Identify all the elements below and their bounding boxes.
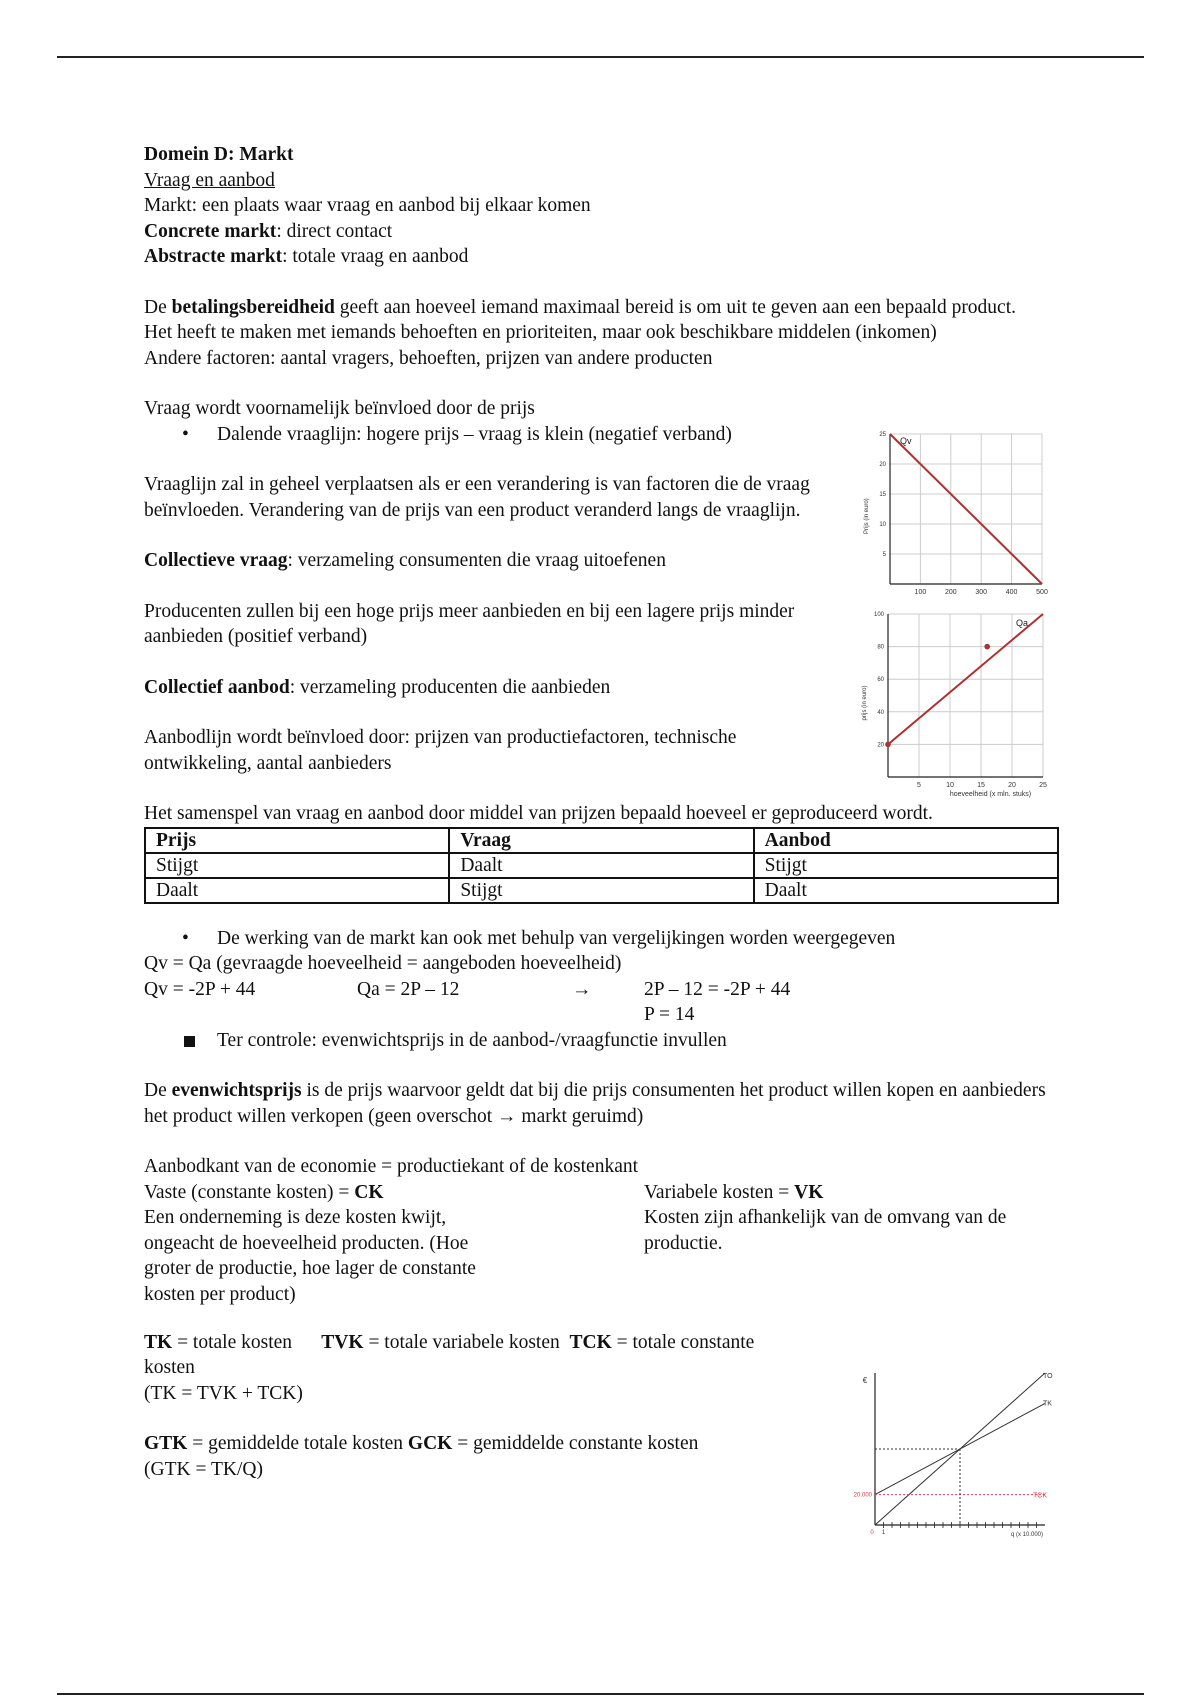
arrow-icon: → — [572, 978, 592, 1000]
table-cell: Stijgt — [145, 853, 449, 878]
tk-definitions: TK = totale kosten TVK = totale variabele kosten TCK = totale constante kosten — [144, 1331, 755, 1378]
table-row — [145, 853, 1058, 878]
y-axis-label: Prijs (in euro) — [864, 498, 870, 534]
table-header: Prijs — [145, 828, 449, 853]
concrete-markt: Concrete markt: direct contact — [144, 220, 393, 242]
collectief-aanbod: Collectief aanbod: verzameling producenten die aanbieden — [144, 676, 611, 698]
line-label: Qa — [1016, 618, 1029, 628]
equation-qv: Qv = -2P + 44 — [144, 978, 256, 1000]
x-tick-label: 400 — [1005, 589, 1018, 596]
table-header: Vraag — [449, 828, 753, 853]
section-title: Vraag en aanbod — [144, 169, 275, 191]
table-cell: Stijgt — [449, 878, 753, 903]
supply-chart — [850, 608, 1055, 798]
series-line — [890, 434, 1042, 584]
equation-row — [144, 977, 1064, 1003]
y-tick-label: 60 — [877, 677, 884, 684]
producenten-text: Producenten zullen bij een hoge prijs meer aanbieden en bij een lagere prijs minder aanbieden (positief verband) — [144, 600, 795, 647]
y-axis-label: prijs (in euro) — [862, 685, 868, 721]
y-tick-label: 25 — [879, 432, 886, 438]
y-tick-label: 40 — [877, 709, 884, 716]
gtk-definitions: GTK = gemiddelde totale kosten GCK = gemiddelde constante kosten — [144, 1433, 699, 1454]
y-tick-label: 10 — [879, 522, 886, 528]
demand-chart — [850, 428, 1055, 603]
y-tick-label: 80 — [877, 644, 884, 651]
y-tick-label: 20 — [877, 742, 884, 749]
data-point — [984, 644, 990, 650]
line-label: TK — [1043, 1400, 1052, 1408]
kosten-columns — [144, 1180, 1064, 1320]
x-tick-label: 300 — [975, 589, 988, 596]
x-tick-label: 100 — [914, 589, 927, 596]
equation-qa: Qa = 2P – 12 — [357, 978, 460, 1000]
x-tick-label: 15 — [977, 782, 985, 789]
x-tick-label: 5 — [917, 782, 921, 789]
y-axis-label: € — [862, 1376, 868, 1385]
betalingsbereidheid: De betalingsbereidheid geeft aan hoeveel iemand maximaal bereid is om uit te geven aan een bepaald product. — [144, 296, 1017, 318]
bottom-rule — [57, 1693, 1144, 1695]
collectieve-vraag: Collectieve vraag: verzameling consumenten die vraag uitoefenen — [144, 550, 666, 571]
markt-definition: Markt: een plaats waar vraag en aanbod bij elkaar komen — [144, 195, 591, 216]
behoeften-text: Het heeft te maken met iemands behoeften en prioriteiten, maar ook beschikbare middelen (inkomen) — [144, 322, 937, 343]
x-tick-label: 10 — [946, 782, 954, 789]
document-body — [144, 142, 1064, 1482]
verplaatsen-text: Vraaglijn zal in geheel verplaatsen als er een verandering is van factoren die de vraag beïnvloeden. Verandering van de prijs van een product veranderd langs de vraaglijn. — [144, 474, 810, 521]
equation-solve: 2P – 12 = -2P + 44 — [644, 978, 791, 1000]
factoren-text: Andere factoren: aantal vragers, behoeften, prijzen van andere producten — [144, 347, 713, 369]
gtk-formula: (GTK = TK/Q) — [144, 1458, 263, 1480]
vaste-kosten: Vaste (constante kosten) = CK Een onderneming is deze kosten kwijt, ongeacht de hoeveelheid producten. (Hoe groter de productie, hoe lager de constante kosten per product) — [144, 1181, 476, 1305]
equation-qv-qa: Qv = Qa (gevraagde hoeveelheid = aangeboden hoeveelheid) — [144, 953, 622, 974]
evenwichtsprijs-text: De evenwichtsprijs is de prijs waarvoor geldt dat bij die prijs consumenten het product willen kopen en aanbieders het product willen verkopen (geen overschot → markt geruimd) — [144, 1080, 1046, 1127]
equation-row — [144, 1002, 1064, 1028]
x-axis-label: hoeveelheid (x mln. stuks) — [949, 791, 1032, 798]
x-tick-label: 20 — [1008, 782, 1016, 789]
line-label: Qv — [900, 436, 912, 446]
y-tick-label: 20 — [879, 462, 886, 468]
y-tick-label: 5 — [882, 552, 886, 558]
data-point — [885, 742, 891, 748]
bullet-dalend: • Dalende vraaglijn: hogere prijs – vraag is klein (negatief verband) — [144, 422, 1064, 448]
x-origin-label: 0 — [870, 1530, 874, 1536]
line-label: TCK — [1033, 1492, 1047, 1500]
line-label: TO — [1043, 1373, 1053, 1380]
tk-formula: (TK = TVK + TCK) — [144, 1382, 303, 1404]
aanbodkant-text: Aanbodkant van de economie = productiekant of de kostenkant — [144, 1156, 639, 1177]
table-cell: Stijgt — [754, 853, 1058, 878]
controle-text: Ter controle: evenwichtsprijs in de aanbod-/vraagfunctie invullen — [144, 1028, 1064, 1054]
page-title: Domein D: Markt — [144, 144, 294, 165]
x-tick-label: 200 — [944, 589, 957, 596]
table-header-row — [145, 828, 1058, 853]
table-cell: Daalt — [145, 878, 449, 903]
vraag-prijs: Vraag wordt voornamelijk beïnvloed door de prijs — [144, 398, 535, 419]
x-first-label: 1 — [881, 1530, 886, 1536]
samenspel-text: Het samenspel van vraag en aanbod door middel van prijzen bepaald hoeveel er geproduceerd wordt. — [144, 803, 933, 824]
abstracte-markt: Abstracte markt: totale vraag en aanbod — [144, 246, 469, 267]
bullet-werking: • De werking van de markt kan ook met behulp van vergelijkingen worden weergegeven — [144, 926, 1064, 952]
table-header: Aanbod — [754, 828, 1058, 853]
aanbodlijn-text: Aanbodlijn wordt beïnvloed door: prijzen van productiefactoren, technische ontwikkeling, aantal aanbieders — [144, 727, 737, 774]
x-tick-label: 500 — [1036, 589, 1048, 596]
y-tick-label: 15 — [879, 492, 886, 498]
y-tick-label: 100 — [873, 612, 884, 618]
table-cell: Daalt — [449, 853, 753, 878]
equation-p: P = 14 — [644, 1004, 695, 1025]
cost-chart — [835, 1365, 1060, 1550]
top-rule — [57, 56, 1144, 58]
price-table — [144, 827, 1059, 904]
table-cell: Daalt — [754, 878, 1058, 903]
table-row — [145, 878, 1058, 903]
y-marker-label: 20.000 — [853, 1492, 872, 1499]
x-tick-label: 25 — [1039, 782, 1047, 789]
variabele-kosten: Variabele kosten = VK Kosten zijn afhankelijk van de omvang van de productie. — [644, 1181, 1007, 1254]
x-axis-label: q (x 10.000) — [1010, 1532, 1043, 1538]
